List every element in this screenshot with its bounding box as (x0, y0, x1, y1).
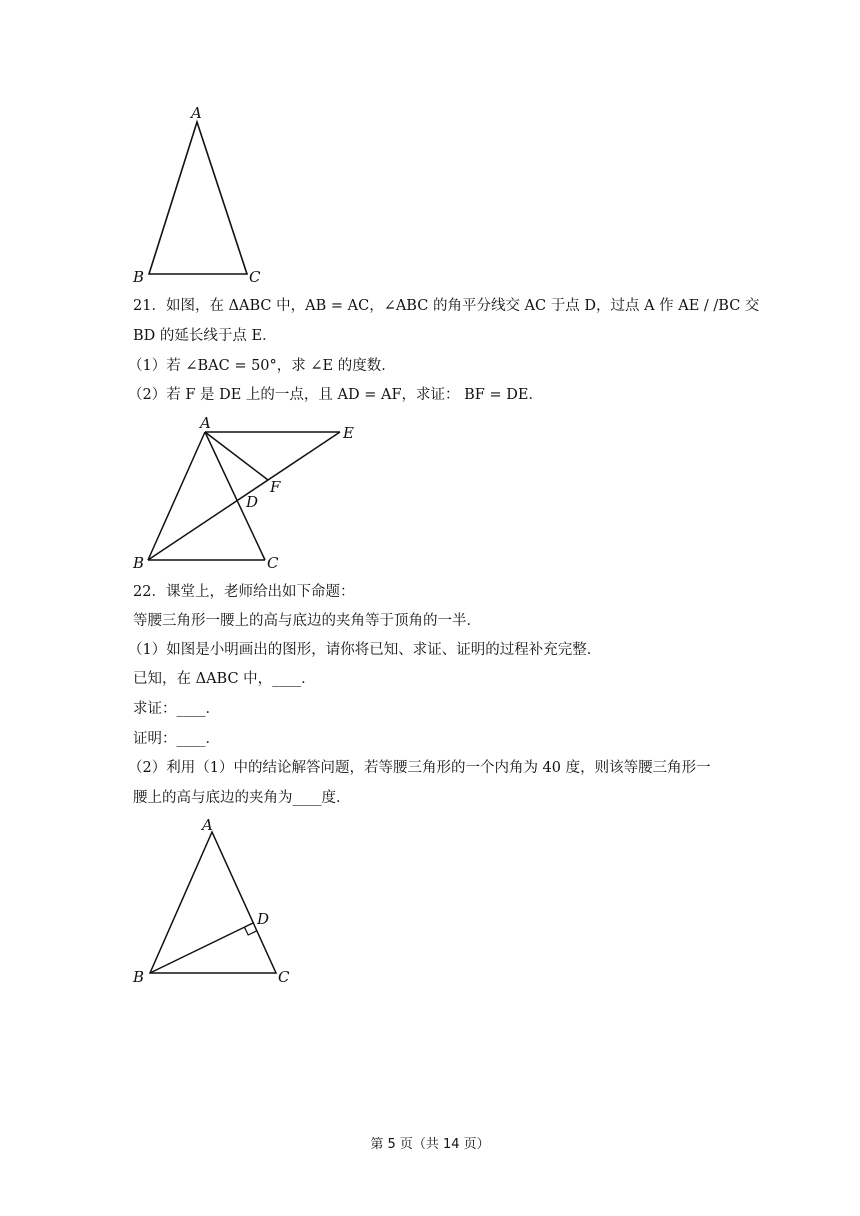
q22-proof: 证明：____． (133, 731, 220, 747)
label-a: A (202, 816, 213, 834)
label-a: A (200, 414, 211, 432)
q21-part2: （2）若 F 是 DE 上的一点，且 AD = AF，求证： BF = DE． (128, 387, 543, 403)
q21-line1: 21．如图，在 ΔABC 中，AB = AC，∠ABC 的角平分线交 AC 于点 D，过点 A 作 AE / /BC 交 (133, 298, 760, 314)
q22-line1: 22．课堂上，老师给出如下命题： (133, 584, 355, 600)
label-a: A (191, 104, 202, 122)
figure-triangle-altitude (120, 810, 320, 990)
q22-prove: 求证：____． (133, 701, 220, 717)
q21-line2: BD 的延长线于点 E． (133, 328, 277, 344)
q22-line2: 等腰三角形一腰上的高与底边的夹角等于顶角的一半． (133, 613, 481, 629)
label-d: D (257, 910, 270, 928)
page-footer: 第 5 页（共 14 页） (370, 1137, 490, 1152)
label-c: C (278, 968, 290, 986)
figure-triangle-ae-bc (120, 410, 370, 580)
figure-triangle-abc (120, 100, 280, 290)
q22-part2-line2: 腰上的高与底边的夹角为____度． (133, 790, 351, 806)
q22-part2-line1: （2）利用（1）中的结论解答问题，若等腰三角形的一个内角为 40 度，则该等腰三角形一 (128, 760, 711, 776)
label-b: B (133, 554, 145, 572)
q22-known: 已知，在 ΔABC 中，____． (133, 671, 316, 687)
label-b: B (133, 968, 145, 986)
label-e: E (343, 424, 354, 442)
label-c: C (267, 554, 279, 572)
label-c: C (249, 268, 261, 286)
label-d: D (246, 493, 259, 511)
q22-part1: （1）如图是小明画出的图形，请你将已知、求证、证明的过程补充完整． (128, 642, 602, 658)
label-f: F (270, 478, 281, 496)
triangle-abc-shape (149, 122, 247, 274)
segment-af (205, 432, 268, 480)
triangle-abc-shape (150, 832, 276, 973)
altitude-bd (150, 923, 253, 973)
q21-part1: （1）若 ∠BAC = 50°，求 ∠E 的度数． (128, 358, 396, 374)
label-b: B (133, 268, 145, 286)
